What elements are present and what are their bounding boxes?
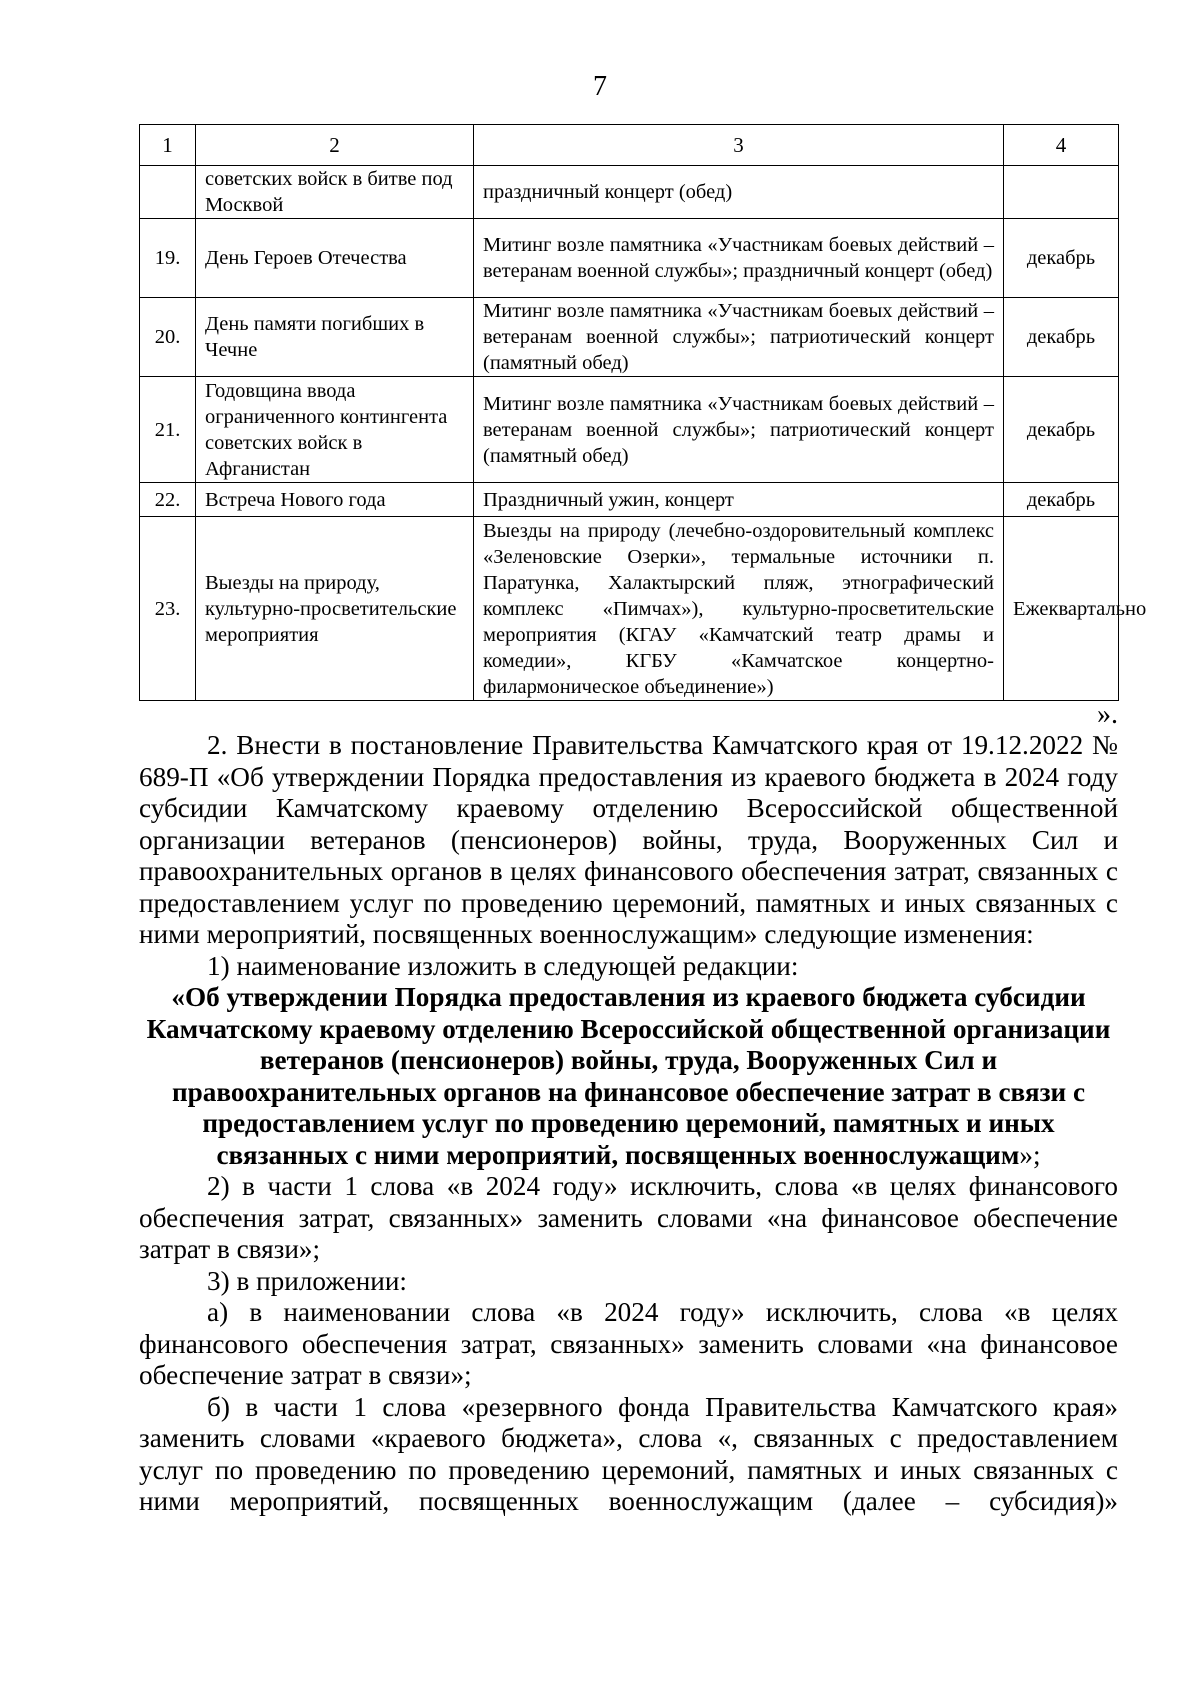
table-row (140, 219, 1119, 298)
event-name: Годовщина ввода ограниченного контингента советских войск в Афганистан (196, 377, 474, 483)
table-header-row (140, 125, 1119, 166)
table-row (140, 298, 1119, 377)
paragraph-2-item-3b: б) в части 1 слова «резервного фонда Правительства Камчатского края» заменить словами «краевого бюджета», слова «, связанных с предоставлением услуг по проведению по проведению церемоний, памятных и иных связанных с ними мероприятий, посвященных военнослужащим (далее – субсидия)» (139, 1391, 1118, 1516)
event-name: День памяти погибших в Чечне (196, 298, 474, 377)
column-header: 1 (140, 125, 196, 166)
paragraph-2-item-2: 2) в части 1 слова «в 2024 году» исключить, слова «в целях финансового обеспечения затрат, связанных» заменить словами «на финансовое обеспечение затрат в связи»; (139, 1171, 1118, 1264)
event-activities: Митинг возле памятника «Участникам боевых действий – ветеранам военной службы»; патриотический концерт (памятный обед) (474, 377, 1004, 483)
column-header: 4 (1004, 125, 1119, 166)
event-period: декабрь (1004, 377, 1119, 483)
event-activities: Праздничный ужин, концерт (474, 483, 1004, 517)
row-number: 22. (140, 483, 196, 517)
row-number: 23. (140, 517, 196, 701)
event-period: декабрь (1004, 298, 1119, 377)
row-number (140, 166, 196, 219)
event-name: День Героев Отечества (196, 219, 474, 298)
event-activities: Выезды на природу (лечебно-оздоровительный комплекс «Зеленовские Озерки», термальные источники п. Паратунка, Халактырский пляж, этнографический комплекс «Пимчах»), культурно-просветительские мероприятия (КГАУ «Камчатский театр драмы и комедии», КГБУ «Камчатское концертно-филармоническое объединение») (474, 517, 1004, 701)
events-table (139, 124, 1147, 701)
paragraph-2-item-3: 3) в приложении: (207, 1265, 407, 1296)
row-number: 20. (140, 298, 196, 377)
event-period: декабрь (1004, 483, 1119, 517)
table-row (140, 483, 1119, 517)
page-number: 7 (593, 71, 607, 102)
event-activities: Митинг возле памятника «Участникам боевых действий – ветеранам военной службы»; праздничный концерт (обед) (474, 219, 1004, 298)
closing-quote: ». (1097, 699, 1118, 730)
column-header: 3 (474, 125, 1004, 166)
row-number: 19. (140, 219, 196, 298)
event-period (1004, 166, 1119, 219)
paragraph-2-item-3a: а) в наименовании слова «в 2024 году» исключить, слова «в целях финансового обеспечения затрат, связанных» заменить словами «на финансовое обеспечение затрат в связи»; (139, 1297, 1118, 1390)
quote-open: « (171, 982, 185, 1012)
column-header: 2 (196, 125, 474, 166)
event-name: советских войск в битве под Москвой (196, 166, 474, 219)
event-activities: праздничный концерт (обед) (474, 166, 1004, 219)
paragraph-2: 2. Внести в постановление Правительства Камчатского края от 19.12.2022 № 689-П «Об утверждении Порядка предоставления из краевого бюджета в 2024 году субсидии Камчатскому краевому отделению Всероссийской общественной организации ветеранов (пенсионеров) войны, труда, Вооруженных Сил и правоохранительных органов в целях финансового обеспечения затрат, связанных с предоставлением услуг по проведению церемоний, памятных и иных связанных с ними мероприятий, посвященных военнослужащим» следующие изменения: (139, 730, 1118, 949)
table-row (140, 377, 1119, 483)
new-title-text: Об утверждении Порядка предоставления из краевого бюджета субсидии Камчатскому краевому отделению Всероссийской общественной организации ветеранов (пенсионеров) войны, труда, Вооруженных Сил и правоохранительных органов на финансовое обеспечение затрат в связи с предоставлением услуг по проведению церемоний, памятных и иных связанных с ними мероприятий, посвященных военнослужащим (146, 982, 1111, 1170)
paragraph-2-item-1: 1) наименование изложить в следующей редакции: (207, 950, 799, 981)
table-row (140, 166, 1119, 219)
event-period: Ежеквартально (1004, 517, 1119, 701)
document-body (139, 730, 1118, 1518)
row-number: 21. (140, 377, 196, 483)
event-period: декабрь (1004, 219, 1119, 298)
table-row (140, 517, 1119, 701)
new-title-block (139, 982, 1118, 1171)
event-activities: Митинг возле памятника «Участникам боевых действий – ветеранам военной службы»; патриотический концерт (памятный обед) (474, 298, 1004, 377)
quote-close: »; (1019, 1139, 1041, 1170)
event-name: Встреча Нового года (196, 483, 474, 517)
event-name: Выезды на природу, культурно-просветительские мероприятия (196, 517, 474, 701)
